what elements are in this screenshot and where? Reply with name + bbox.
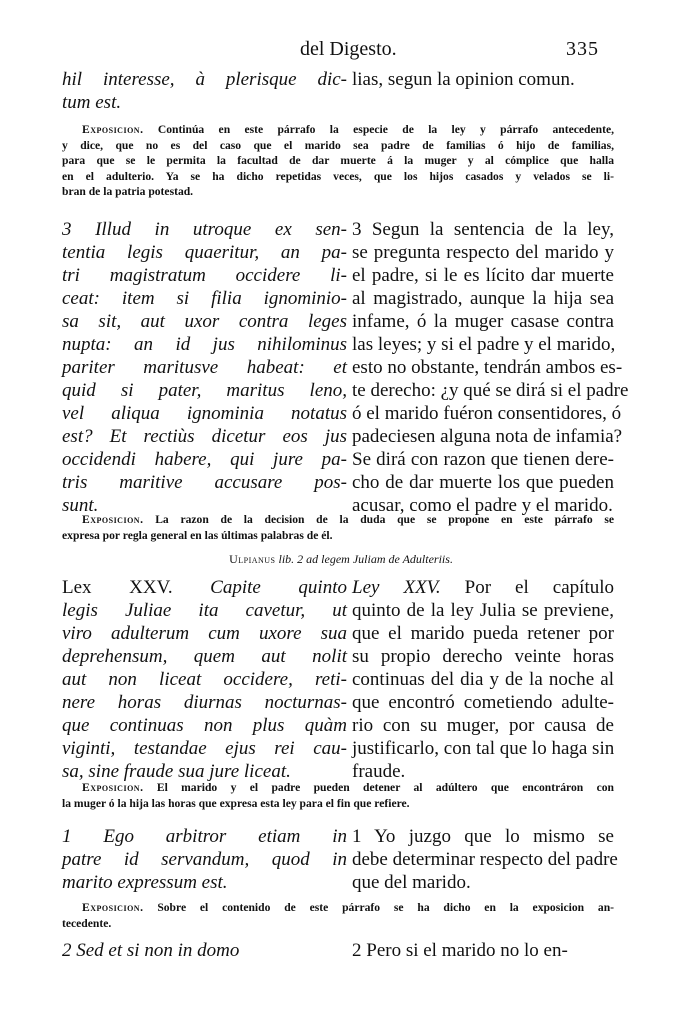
text-line: ó el marido fuéron consentidores, ó	[352, 403, 622, 424]
text-line: sa, sine fraude sua jure liceat.	[62, 761, 291, 782]
text-line: lias, segun la opinion comun.	[352, 69, 575, 90]
page-number: 335	[566, 38, 599, 60]
text-line: tum est.	[62, 92, 122, 113]
exposicion-line: Exposicion. Sobre el contenido de este párrafo se ha dicho en la exposicion an-	[82, 901, 614, 914]
text-line: su propio derecho veinte horas	[352, 646, 614, 667]
exposicion-line: para que se le permita la facultad de dar muerte á la muger y al cómplice que halla	[62, 154, 614, 167]
text-line: 1 Yo juzgo que lo mismo se	[352, 826, 614, 847]
text-line: te derecho: ¿y qué se dirá si el padre	[352, 380, 629, 401]
text-line: Ley XXV. Por el capítulo	[352, 577, 614, 598]
text-line: nere horas diurnas nocturnas-	[62, 692, 347, 713]
latin-paragraph-2	[62, 939, 347, 962]
text-line: viginti, testandae ejus rei cau-	[62, 738, 347, 759]
exposicion-block	[62, 512, 614, 543]
exposicion-text	[62, 780, 614, 811]
exposicion-line: la muger ó la hija las horas que expresa esta ley para el fin que refiere.	[62, 796, 410, 810]
text-line: aut non liceat occidere, reti-	[62, 669, 347, 690]
text-line: debe determinar respecto del padre	[352, 849, 618, 870]
exposicion-label: Exposicion.	[82, 123, 144, 136]
text-line: quinto de la ley Julia se previene,	[352, 600, 614, 621]
text-line: 2 Pero si el marido no lo en-	[352, 940, 568, 961]
text-line: tentia legis quaeritur, an pa-	[62, 242, 347, 263]
text-line: quid si pater, maritus leno,	[62, 380, 347, 401]
exposicion-line: expresa por regla general en las últimas palabras de él.	[62, 528, 333, 542]
source-author: Ulpianus	[229, 552, 276, 566]
text-line: las leyes; y si el padre y el marido,	[352, 334, 616, 355]
latin-continuation	[62, 68, 347, 114]
text-line: tris maritive accusare pos-	[62, 472, 347, 493]
text-line: ceat: item si filia ignominio-	[62, 288, 347, 309]
text-line: sa sit, aut uxor contra leges	[62, 311, 347, 332]
exposicion-line: Exposicion. La razon de la decision de la duda que se propone en este párrafo se	[82, 513, 614, 526]
text-line: Se dirá con razon que tienen dere-	[352, 449, 614, 470]
latin-paragraph-1	[62, 825, 347, 894]
exposicion-label: Exposicion.	[82, 513, 144, 526]
text-line: vel aliqua ignominia notatus	[62, 403, 347, 424]
exposicion-line: Exposicion. El marido y el padre pueden detener al adúltero que encontráron con	[82, 781, 614, 794]
text-line: cho de dar muerte los que pueden	[352, 472, 614, 493]
text-line: 2 Sed et si non in domo	[62, 940, 240, 961]
exposicion-line: Exposicion. Continúa en este párrafo la especie de la ley y párrafo antecedente,	[82, 123, 614, 136]
text-line: hil interesse, à plerisque dic-	[62, 69, 347, 90]
exposicion-label: Exposicion.	[82, 901, 144, 914]
exposicion-block	[62, 900, 614, 931]
text-line: el padre, si le es lícito dar muerte	[352, 265, 614, 286]
exposicion-text	[62, 122, 614, 200]
text-line: al magistrado, aunque la hija sea	[352, 288, 614, 309]
text-line: pariter maritusve habeat: et	[62, 357, 347, 378]
text-line: legis Juliae ita cavetur, ut	[62, 600, 347, 621]
text-line: deprehensum, quem aut nolit	[62, 646, 347, 667]
exposicion-text	[62, 900, 614, 931]
text-line: est? Et rectiùs dicetur eos jus	[62, 426, 347, 447]
spanish-paragraph-1	[352, 825, 618, 894]
text-line: 1 Ego arbitror etiam in	[62, 826, 347, 847]
text-line: que del marido.	[352, 872, 471, 893]
exposicion-line: en el adulterio. Ya se ha dicho repetidas veces, que los hijos casados y velados se li-	[62, 169, 614, 183]
spanish-paragraph-2	[352, 939, 614, 962]
text-line: se pregunta respecto del marido y	[352, 242, 614, 263]
text-line: que continuas non plus quàm	[62, 715, 347, 736]
exposicion-label: Exposicion.	[82, 781, 144, 794]
text-line: que el marido pueda retener por	[352, 623, 614, 644]
exposicion-line: y dice, que no es del caso que el marido sea padre de familias ó hijo de familias,	[62, 138, 614, 152]
text-line: fraude.	[352, 761, 406, 782]
text-line: occidendi habere, qui jure pa-	[62, 449, 347, 470]
text-line: 3 Illud in utroque ex sen-	[62, 219, 347, 240]
spanish-ley-25	[352, 576, 614, 783]
text-line: 3 Segun la sentencia de la ley,	[352, 219, 614, 240]
text-line: sunt.	[62, 495, 99, 516]
latin-lex-25	[62, 576, 347, 783]
text-line: viro adulterum cum uxore sua	[62, 623, 347, 644]
text-line: Lex XXV. Capite quinto	[62, 577, 347, 598]
text-line: que encontró cometiendo adulte-	[352, 692, 614, 713]
spanish-paragraph-3	[352, 218, 629, 517]
exposicion-block	[62, 780, 614, 811]
text-line: nupta: an id jus nihilominus	[62, 334, 347, 355]
exposicion-line: bran de la patria potestad.	[62, 185, 194, 198]
text-line: padeciesen alguna nota de infamia?	[352, 426, 623, 447]
exposicion-text	[62, 512, 614, 543]
text-line: esto no obstante, tendrán ambos es-	[352, 357, 623, 378]
source-work: lib. 2 ad legem Juliam de Adulteriis.	[278, 552, 453, 566]
source-citation	[0, 552, 682, 567]
latin-paragraph-3	[62, 218, 347, 517]
exposicion-line: tecedente.	[62, 916, 112, 930]
text-line: justificarlo, con tal que lo haga sin	[352, 738, 615, 759]
text-line: tri magistratum occidere li-	[62, 265, 347, 286]
running-header: del Digesto.	[300, 38, 397, 60]
text-line: acusar, como el padre y el marido.	[352, 495, 613, 516]
exposicion-block	[62, 122, 614, 200]
text-line: patre id servandum, quod in	[62, 849, 347, 870]
spanish-continuation	[352, 68, 614, 91]
text-line: rio con su muger, por causa de	[352, 715, 614, 736]
text-line: marito expressum est.	[62, 872, 228, 893]
text-line: infame, ó la muger casase contra	[352, 311, 614, 332]
text-line: continuas del dia y de la noche al	[352, 669, 614, 690]
